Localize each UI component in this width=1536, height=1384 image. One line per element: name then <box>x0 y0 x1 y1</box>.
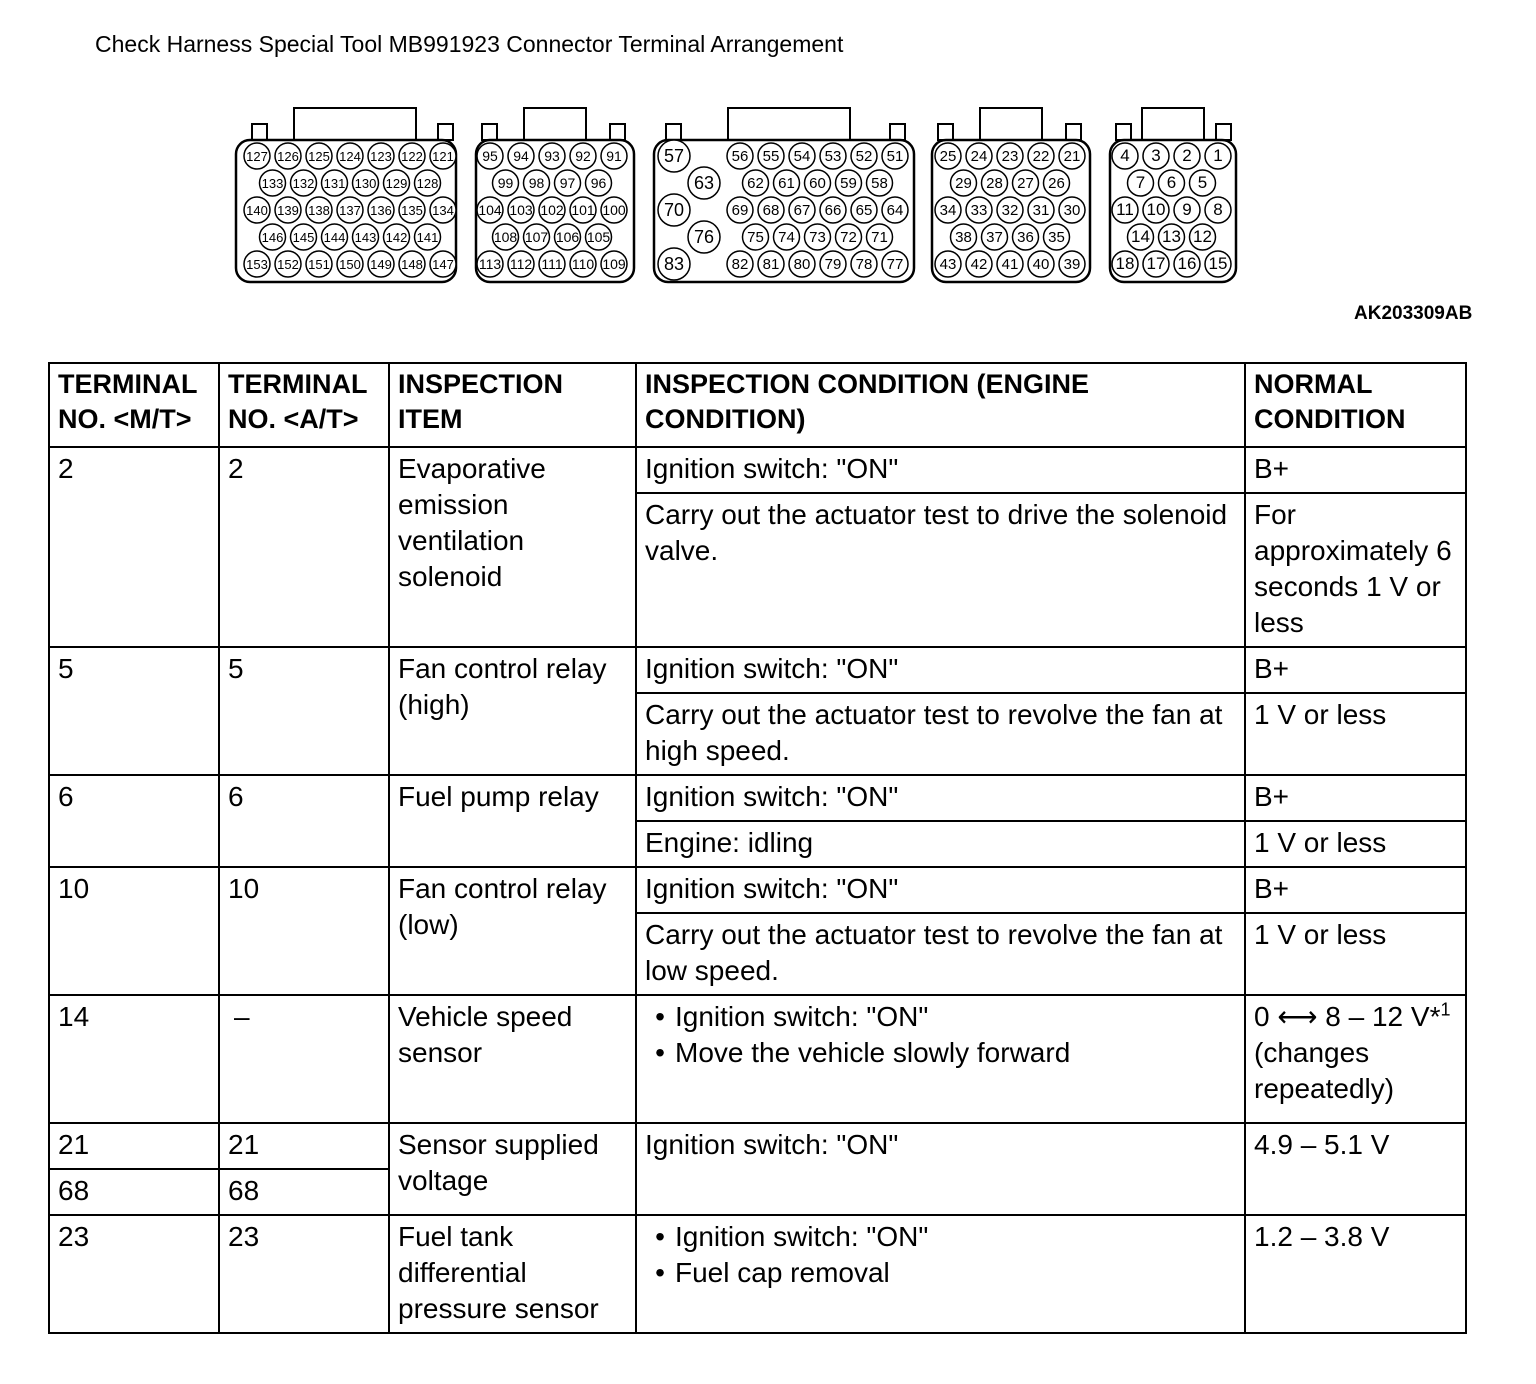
terminal-label: 109 <box>602 256 626 272</box>
bullet-icon: • <box>655 1257 665 1288</box>
table-row <box>49 647 1466 693</box>
terminal-label: 17 <box>1146 254 1166 273</box>
header-inspection-condition: INSPECTION CONDITION (ENGINE CONDITION) <box>636 363 1245 447</box>
terminal-label: 104 <box>478 202 502 218</box>
table-row <box>49 775 1466 821</box>
connector-latch-tab <box>1066 124 1081 140</box>
condition-cell: Ignition switch: "ON" <box>636 647 1245 693</box>
terminal-label: 142 <box>385 230 408 245</box>
terminal-label: 145 <box>292 230 315 245</box>
terminal-label: 36 <box>1017 229 1034 246</box>
terminal-label: 57 <box>663 146 685 166</box>
terminal-label: 79 <box>824 256 842 273</box>
terminal-mt-cell: 10 <box>49 867 219 995</box>
terminal-label: 14 <box>1131 227 1150 246</box>
terminal-label: 7 <box>1135 173 1146 192</box>
terminal-label: 21 <box>1063 148 1081 165</box>
condition-cell <box>636 995 1245 1123</box>
terminal-label: 93 <box>544 148 560 164</box>
terminal-label: 6 <box>1166 173 1177 192</box>
terminal-label: 147 <box>432 257 454 272</box>
terminal-at-cell: – <box>219 995 389 1123</box>
terminal-label: 12 <box>1193 227 1212 246</box>
terminal-at-cell: 21 <box>219 1123 389 1169</box>
bullet-icon: • <box>655 1037 665 1068</box>
condition-cell <box>636 1215 1245 1333</box>
table-row <box>49 1215 1466 1333</box>
terminal-label: 73 <box>809 229 826 246</box>
condition-cell: Engine: idling <box>636 821 1245 867</box>
terminal-label: 2 <box>1182 146 1192 165</box>
inspection-item-cell: Fan control relay (high) <box>389 647 636 775</box>
normal-cell: 1 V or less <box>1245 913 1466 995</box>
terminal-label: 37 <box>986 229 1003 246</box>
connector-latch-tab <box>666 124 681 140</box>
connector-latch-tab <box>610 124 625 140</box>
figure-code: AK203309AB <box>1354 303 1473 324</box>
connector-latch-tab <box>890 124 905 140</box>
terminal-label: 11 <box>1116 200 1134 219</box>
terminal-at-cell: 10 <box>219 867 389 995</box>
footnote-marker: 1 <box>1440 999 1451 1020</box>
connector-key-tab <box>980 108 1042 140</box>
terminal-label: 59 <box>840 175 857 192</box>
terminal-label: 27 <box>1017 175 1034 192</box>
terminal-label: 70 <box>663 200 685 220</box>
header-normal-condition: NORMAL CONDITION <box>1245 363 1466 447</box>
terminal-label: 123 <box>370 149 392 164</box>
inspection-item-cell: Evaporative emission ventilation solenoid <box>389 447 636 647</box>
terminal-label: 96 <box>590 175 607 191</box>
terminal-label: 80 <box>793 256 811 273</box>
terminal-label: 61 <box>778 175 795 192</box>
inspection-item-cell: Sensor supplied voltage <box>389 1123 636 1215</box>
terminal-label: 29 <box>955 175 972 192</box>
terminal-label: 129 <box>385 176 408 191</box>
table-row <box>49 447 1466 493</box>
terminal-at-cell: 68 <box>219 1169 389 1215</box>
terminal-label: 101 <box>571 202 595 218</box>
inspection-item-cell: Fuel pump relay <box>389 775 636 867</box>
terminal-label: 102 <box>540 202 564 218</box>
terminal-label: 34 <box>939 202 957 219</box>
terminal-label: 138 <box>308 203 330 218</box>
terminal-label: 74 <box>778 229 795 246</box>
condition-cell: Ignition switch: "ON" <box>636 775 1245 821</box>
terminal-label: 126 <box>277 149 299 164</box>
terminal-label: 42 <box>970 256 988 273</box>
terminal-label: 153 <box>246 257 268 272</box>
terminal-label: 64 <box>886 202 904 219</box>
terminal-mt-cell: 6 <box>49 775 219 867</box>
terminal-mt-cell: 21 <box>49 1123 219 1169</box>
terminal-label: 125 <box>308 149 330 164</box>
connector-key-tab <box>524 108 586 140</box>
terminal-label: 121 <box>432 149 454 164</box>
terminal-label: 75 <box>747 229 764 246</box>
terminal-label: 31 <box>1032 202 1050 219</box>
normal-cell: B+ <box>1245 447 1466 493</box>
terminal-label: 56 <box>731 148 749 165</box>
terminal-mt-cell: 68 <box>49 1169 219 1215</box>
terminal-label: 18 <box>1115 254 1135 273</box>
terminal-label: 8 <box>1213 200 1223 219</box>
terminal-label: 15 <box>1208 254 1228 273</box>
bullet-item: • Fuel cap removal <box>645 1255 1236 1291</box>
terminal-label: 58 <box>871 175 888 192</box>
inspection-item-cell: Vehicle speed sensor <box>389 995 636 1123</box>
terminal-label: 23 <box>1001 148 1019 165</box>
terminal-label: 25 <box>939 148 957 165</box>
terminal-label: 134 <box>432 203 454 218</box>
terminal-label: 152 <box>277 257 299 272</box>
terminal-at-cell: 23 <box>219 1215 389 1333</box>
terminal-label: 127 <box>246 149 268 164</box>
terminal-label: 146 <box>261 230 284 245</box>
connector-latch-tab <box>938 124 953 140</box>
bullet-item: • Ignition switch: "ON" <box>645 999 1236 1035</box>
normal-cell: 0 ⟷ 8 – 12 V*$^1$ (changes repeatedly) <box>1245 995 1466 1123</box>
terminal-label: 24 <box>970 148 988 165</box>
terminal-label: 39 <box>1063 256 1081 273</box>
condition-cell: Ignition switch: "ON" <box>636 1123 1245 1215</box>
condition-cell: Carry out the actuator test to revolve the fan at high speed. <box>636 693 1245 775</box>
terminal-label: 97 <box>559 175 576 191</box>
normal-cell: For approximately 6 seconds 1 V or less <box>1245 493 1466 647</box>
terminal-label: 33 <box>970 202 988 219</box>
table-header-row <box>49 363 1466 447</box>
terminal-label: 99 <box>497 175 514 191</box>
terminal-label: 148 <box>401 257 423 272</box>
connector-terminal-diagram <box>228 100 1248 285</box>
terminal-label: 51 <box>886 148 904 165</box>
terminal-label: 135 <box>401 203 423 218</box>
terminal-label: 95 <box>482 148 498 164</box>
terminal-mt-cell: 14 <box>49 995 219 1123</box>
condition-cell: Ignition switch: "ON" <box>636 867 1245 913</box>
terminal-label: 139 <box>277 203 299 218</box>
terminal-label: 60 <box>809 175 826 192</box>
bullet-icon: • <box>655 1001 665 1032</box>
header-terminal-at: TERMINAL NO. <A/T> <box>219 363 389 447</box>
bullet-item: • Ignition switch: "ON" <box>645 1219 1236 1255</box>
normal-cell: B+ <box>1245 647 1466 693</box>
terminal-label: 108 <box>493 229 518 245</box>
terminal-label: 62 <box>747 175 764 192</box>
connector-key-tab <box>1142 108 1204 140</box>
terminal-label: 113 <box>478 256 502 272</box>
terminal-label: 28 <box>986 175 1003 192</box>
condition-cell: Carry out the actuator test to revolve the fan at low speed. <box>636 913 1245 995</box>
terminal-label: 53 <box>824 148 842 165</box>
terminal-label: 77 <box>886 256 904 273</box>
terminal-label: 78 <box>855 256 873 273</box>
table-row <box>49 1123 1466 1169</box>
terminal-at-cell: 6 <box>219 775 389 867</box>
connector-latch-tab <box>1216 124 1231 140</box>
terminal-label: 5 <box>1197 173 1208 192</box>
terminal-label: 71 <box>871 229 888 246</box>
normal-cell: B+ <box>1245 867 1466 913</box>
connector-latch-tab <box>482 124 497 140</box>
terminal-label: 10 <box>1146 200 1166 219</box>
terminal-label: 149 <box>370 257 392 272</box>
terminal-label: 137 <box>339 203 361 218</box>
terminal-label: 41 <box>1001 256 1019 273</box>
terminal-label: 136 <box>370 203 392 218</box>
terminal-label: 38 <box>955 229 972 246</box>
terminal-at-cell: 2 <box>219 447 389 647</box>
terminal-label: 63 <box>693 173 715 193</box>
terminal-label: 52 <box>855 148 873 165</box>
normal-cell: 4.9 – 5.1 V <box>1245 1123 1466 1215</box>
header-terminal-mt: TERMINAL NO. <M/T> <box>49 363 219 447</box>
terminal-label: 133 <box>261 176 284 191</box>
terminal-label: 141 <box>416 230 439 245</box>
terminal-label: 128 <box>416 176 439 191</box>
terminal-label: 110 <box>571 256 595 272</box>
terminal-label: 83 <box>663 254 685 274</box>
terminal-label: 40 <box>1032 256 1050 273</box>
terminal-label: 16 <box>1177 254 1197 273</box>
terminal-mt-cell: 23 <box>49 1215 219 1333</box>
terminal-label: 143 <box>354 230 377 245</box>
terminal-label: 151 <box>308 257 330 272</box>
normal-cell: 1.2 – 3.8 V <box>1245 1215 1466 1333</box>
inspection-table <box>48 362 1467 1334</box>
inspection-item-cell: Fan control relay (low) <box>389 867 636 995</box>
terminal-label: 35 <box>1048 229 1065 246</box>
terminal-label: 22 <box>1032 148 1050 165</box>
terminal-label: 32 <box>1001 202 1019 219</box>
terminal-label: 150 <box>339 257 361 272</box>
normal-cell: 1 V or less <box>1245 821 1466 867</box>
terminal-label: 76 <box>693 227 715 247</box>
connector-key-tab <box>728 108 850 140</box>
condition-cell: Ignition switch: "ON" <box>636 447 1245 493</box>
terminal-label: 112 <box>509 256 533 272</box>
connector-latch-tab <box>438 124 453 140</box>
terminal-label: 106 <box>555 229 580 245</box>
table-row <box>49 867 1466 913</box>
terminal-label: 140 <box>246 203 268 218</box>
terminal-label: 103 <box>509 202 533 218</box>
connector-latch-tab <box>1116 124 1131 140</box>
terminal-label: 94 <box>513 148 529 164</box>
inspection-item-cell: Fuel tank differential pressure sensor <box>389 1215 636 1333</box>
terminal-label: 1 <box>1213 146 1223 165</box>
connector-latch-tab <box>252 124 267 140</box>
terminal-label: 68 <box>762 202 780 219</box>
terminal-label: 122 <box>401 149 423 164</box>
terminal-label: 124 <box>339 149 361 164</box>
terminal-label: 66 <box>824 202 842 219</box>
terminal-label: 26 <box>1048 175 1065 192</box>
terminal-label: 144 <box>323 230 346 245</box>
terminal-label: 100 <box>602 202 626 218</box>
terminal-label: 82 <box>731 256 749 273</box>
terminal-label: 81 <box>762 256 780 273</box>
terminal-label: 69 <box>731 202 749 219</box>
terminal-label: 13 <box>1162 227 1181 246</box>
terminal-label: 3 <box>1151 146 1161 165</box>
terminal-label: 4 <box>1120 146 1130 165</box>
terminal-mt-cell: 2 <box>49 447 219 647</box>
condition-cell: Carry out the actuator test to drive the solenoid valve. <box>636 493 1245 647</box>
page-title: Check Harness Special Tool MB991923 Connector Terminal Arrangement <box>95 31 844 57</box>
terminal-label: 131 <box>323 176 346 191</box>
terminal-at-cell: 5 <box>219 647 389 775</box>
terminal-label: 54 <box>793 148 811 165</box>
terminal-label: 91 <box>606 148 622 164</box>
terminal-label: 65 <box>855 202 873 219</box>
terminal-label: 72 <box>840 229 857 246</box>
table-row <box>49 995 1466 1123</box>
normal-cell: B+ <box>1245 775 1466 821</box>
terminal-label: 92 <box>575 148 591 164</box>
terminal-label: 107 <box>524 229 549 245</box>
terminal-label: 9 <box>1182 200 1192 219</box>
normal-cell: 1 V or less <box>1245 693 1466 775</box>
terminal-label: 67 <box>793 202 811 219</box>
terminal-mt-cell: 5 <box>49 647 219 775</box>
header-inspection-item: INSPECTION ITEM <box>389 363 636 447</box>
terminal-label: 43 <box>939 256 957 273</box>
terminal-label: 111 <box>541 256 563 272</box>
terminal-label: 130 <box>354 176 377 191</box>
bullet-item: • Move the vehicle slowly forward <box>645 1035 1236 1071</box>
terminal-label: 55 <box>762 148 780 165</box>
terminal-label: 98 <box>528 175 545 191</box>
terminal-label: 105 <box>586 229 611 245</box>
bullet-icon: • <box>655 1221 665 1252</box>
terminal-label: 132 <box>292 176 315 191</box>
connector-key-tab <box>294 108 416 140</box>
terminal-label: 30 <box>1063 202 1081 219</box>
